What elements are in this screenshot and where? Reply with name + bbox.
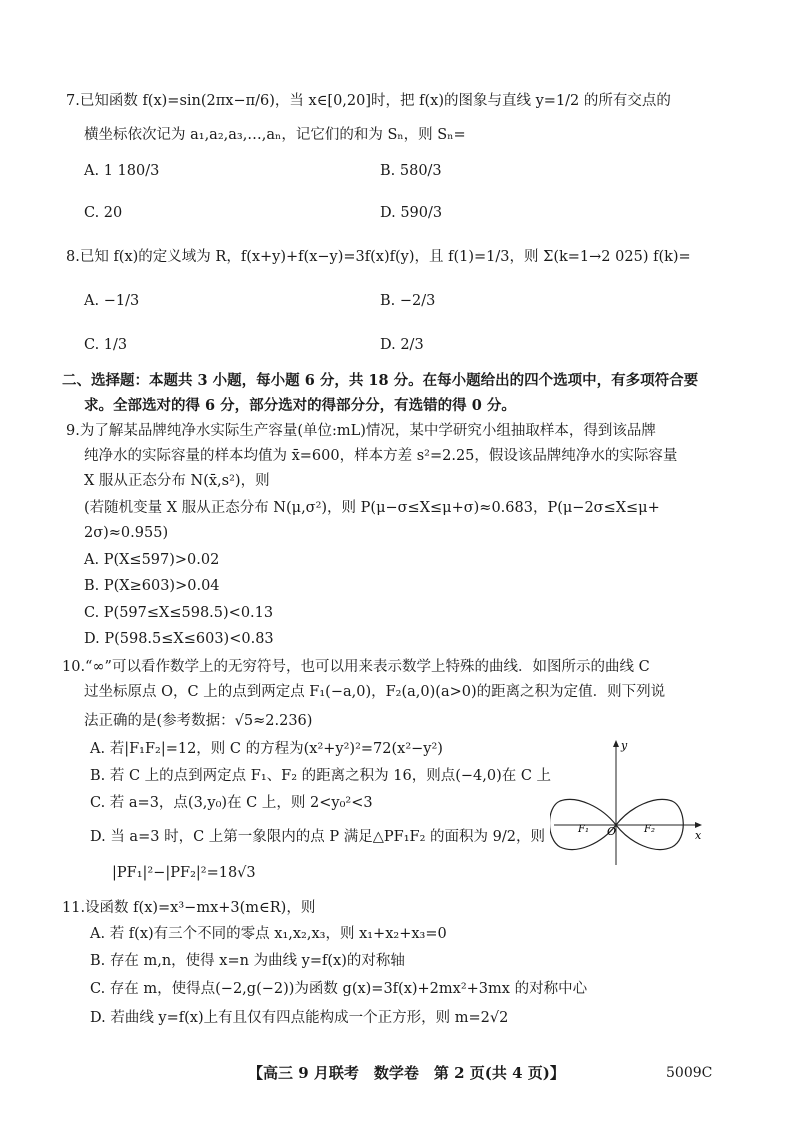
q7-option-b: B. 580/3 xyxy=(380,163,442,179)
q7-stem-line1: 7.已知函数 f(x)=sin(2πx−π/6)，当 x∈[0,20]时，把 f(x)的图象与直线 y=1/2 的所有交点的 xyxy=(66,93,671,109)
q9-option-b: B. P(X≥603)>0.04 xyxy=(84,578,220,594)
q9-stem-line1: 9.为了解某品牌纯净水实际生产容量(单位:mL)情况，某中学研究小组抽取样本，得到该品牌 xyxy=(66,423,656,439)
lemniscate-figure xyxy=(550,735,720,870)
q10-option-b: B. 若 C 上的点到两定点 F₁、F₂ 的距离之积为 16，则点(−4,0)在 C 上 xyxy=(90,768,552,784)
page-footer: 【高三 9 月联考 数学卷 第 2 页(共 4 页)】 xyxy=(248,1064,565,1082)
q10-stem-line2: 过坐标原点 O，C 上的点到两定点 F₁(−a,0)，F₂(a,0)(a>0)的距离之积为定值．则下列说 xyxy=(84,684,666,700)
q11-option-d: D. 若曲线 y=f(x)上有且仅有四点能构成一个正方形，则 m=2√2 xyxy=(90,1010,509,1026)
section2-heading-line1: 二、选择题：本题共 3 小题，每小题 6 分，共 18 分。在每小题给出的四个选项中，有多项符合要 xyxy=(62,372,699,389)
section2-heading-line2: 求。全部选对的得 6 分，部分选对的得部分分，有选错的得 0 分。 xyxy=(84,397,516,414)
q9-option-d: D. P(598.5≤X≤603)<0.83 xyxy=(84,631,274,647)
q10-stem-line3: 法正确的是(参考数据：√5≈2.236) xyxy=(84,713,313,729)
q9-option-c: C. P(597≤X≤598.5)<0.13 xyxy=(84,605,274,621)
q11-stem: 11.设函数 f(x)=x³−mx+3(m∈R)，则 xyxy=(62,900,316,916)
x-axis-arrow xyxy=(695,822,702,828)
q7-stem-line2: 横坐标依次记为 a₁,a₂,a₃,…,aₙ，记它们的和为 Sₙ，则 Sₙ= xyxy=(84,127,466,143)
q11-option-c: C. 存在 m，使得点(−2,g(−2))为函数 g(x)=3f(x)+2mx²+3mx 的对称中心 xyxy=(90,981,588,997)
q9-stem-line3: X 服从正态分布 N(x̄,s²)，则 xyxy=(84,473,270,489)
q8-option-d: D. 2/3 xyxy=(380,337,424,353)
q7-option-a: A. 1 180/3 xyxy=(84,163,160,179)
lemniscate-curve xyxy=(550,799,683,849)
q7-option-d: D. 590/3 xyxy=(380,205,443,221)
origin-label: O xyxy=(607,825,617,838)
x-axis-label: x xyxy=(695,829,702,842)
q11-option-b: B. 存在 m,n，使得 x=n 为曲线 y=f(x)的对称轴 xyxy=(90,953,405,969)
q10-option-a: A. 若|F₁F₂|=12，则 C 的方程为(x²+y²)²=72(x²−y²) xyxy=(90,741,443,757)
q9-stem-line5: 2σ)≈0.955) xyxy=(84,525,169,541)
q9-stem-line2: 纯净水的实际容量的样本均值为 x̄=600，样本方差 s²=2.25，假设该品牌纯净水的实际容量 xyxy=(84,448,678,464)
q10-option-d-line1: D. 当 a=3 时，C 上第一象限内的点 P 满足△PF₁F₂ 的面积为 9/2，则 xyxy=(90,829,545,845)
y-axis-label: y xyxy=(621,739,628,752)
q8-option-c: C. 1/3 xyxy=(84,337,128,353)
q7-option-c: C. 20 xyxy=(84,205,123,221)
q10-stem-line1: 10.“∞”可以看作数学上的无穷符号，也可以用来表示数学上特殊的曲线．如图所示的曲线 C xyxy=(62,659,650,675)
q9-option-a: A. P(X≤597)>0.02 xyxy=(84,552,220,568)
q10-option-d-line2: |PF₁|²−|PF₂|²=18√3 xyxy=(112,865,256,881)
q8-option-b: B. −2/3 xyxy=(380,293,436,309)
f2-label: F₂ xyxy=(644,824,655,835)
q9-stem-line4: (若随机变量 X 服从正态分布 N(μ,σ²)，则 P(μ−σ≤X≤μ+σ)≈0.683，P(μ−2σ≤X≤μ+ xyxy=(84,500,660,516)
f1-label: F₁ xyxy=(578,824,589,835)
paper-code: 5009C xyxy=(666,1065,713,1081)
q11-option-a: A. 若 f(x)有三个不同的零点 x₁,x₂,x₃，则 x₁+x₂+x₃=0 xyxy=(90,926,447,942)
q10-option-c: C. 若 a=3，点(3,y₀)在 C 上，则 2<y₀²<3 xyxy=(90,795,373,811)
q8-option-a: A. −1/3 xyxy=(84,293,140,309)
q8-stem: 8.已知 f(x)的定义域为 R，f(x+y)+f(x−y)=3f(x)f(y)，且 f(1)=1/3，则 Σ(k=1→2 025) f(k)= xyxy=(66,249,691,265)
y-axis-arrow xyxy=(613,740,619,747)
